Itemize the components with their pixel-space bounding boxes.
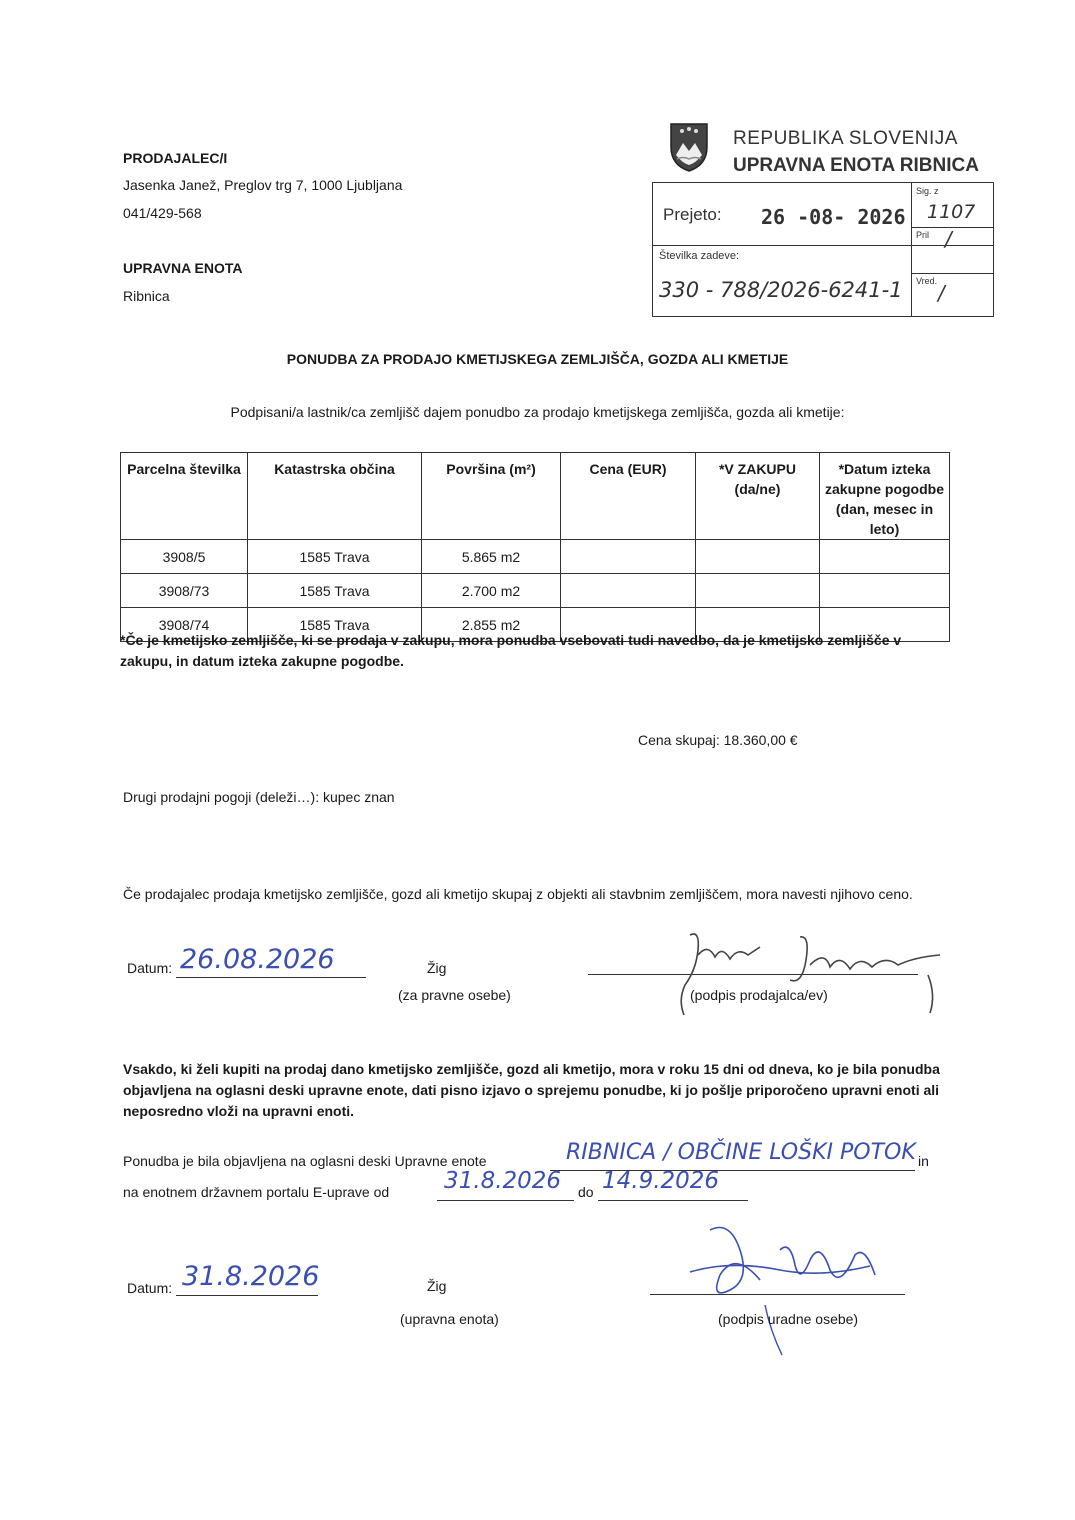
seller-stamp-label: Žig	[427, 960, 447, 976]
other-terms: Drugi prodajni pogoji (deleži…): kupec znan	[123, 789, 395, 805]
header-area: Površina (m²)	[422, 453, 561, 540]
header-price: Cena (EUR)	[561, 453, 696, 540]
received-label: Prejeto:	[663, 205, 722, 224]
publication-to-value: 14.9.2026	[602, 1168, 720, 1194]
seller-phone: 041/429-568	[123, 205, 202, 221]
cell-cadastral: 1585 Trava	[248, 540, 422, 574]
sig-label: Sig. z	[916, 186, 939, 196]
objects-note: Če prodajalec prodaja kmetijsko zemljišče, gozd ali kmetijo skupaj z objekti ali stavbnim zemljiščem, mora navesti njihovo ceno.	[123, 886, 913, 902]
seller-stamp-sub: (za pravne osebe)	[398, 987, 511, 1003]
seller-heading: PRODAJALEC/I	[123, 150, 228, 166]
table-row	[121, 540, 950, 574]
cell-cadastral: 1585 Trava	[248, 574, 422, 608]
vred-label: Vred.	[916, 276, 938, 286]
office-stamp-label: Žig	[427, 1278, 447, 1294]
document-title: PONUDBA ZA PRODAJO KMETIJSKEGA ZEMLJIŠČA, GOZDA ALI KMETIJE	[286, 351, 789, 367]
cell-area: 2.700 m2	[422, 574, 561, 608]
office-date-value: 31.8.2026	[182, 1261, 320, 1292]
cell-area: 2.855 m2	[422, 608, 561, 642]
publication-line1-end: in	[918, 1153, 929, 1169]
header-parcel: Parcelna številka	[121, 453, 248, 540]
header-cadastral: Katastrska občina	[248, 453, 422, 540]
pril-label: Pril	[916, 230, 929, 240]
cell-lease	[696, 574, 820, 608]
footnote: *Če je kmetijsko zemljišče, ki se prodaja v zakupu, mora ponudba vsebovati tudi navedbo, da je kmetijsko zemljišče v zakupu, in datum izteka zakupne pogodbe.	[120, 632, 902, 669]
header-lease-end: *Datum izteka zakupne pogodbe (dan, mesec in leto)	[820, 453, 950, 540]
cell-lease	[696, 540, 820, 574]
vred-value: /	[938, 281, 945, 305]
received-stamp	[652, 182, 994, 317]
total-price: Cena skupaj: 18.360,00 €	[638, 732, 798, 748]
cell-cadastral: 1585 Trava	[248, 608, 422, 642]
acceptance-notice: Vsakdo, ki želi kupiti na prodaj dano kmetijsko zemljišče, gozd ali kmetijo, mora v roku 15 dni od dneva, ko je bila ponudba objavljena na oglasni deski upravne enote, dati pisno izjavo o sprejemu ponudbe, ki jo pošlje priporočeno upravni enoti ali neposredno vloži na upravni enoti.	[123, 1061, 940, 1119]
cell-lease-end	[820, 574, 950, 608]
sig-value: 1107	[927, 201, 976, 223]
seller-address: Jasenka Janež, Preglov trg 7, 1000 Ljubljana	[123, 177, 403, 193]
cell-lease-end	[820, 540, 950, 574]
stamp-republic: REPUBLIKA SLOVENIJA	[733, 128, 958, 149]
office-signature	[670, 1210, 910, 1360]
office-date-label: Datum:	[127, 1280, 173, 1296]
publication-from-value: 31.8.2026	[444, 1168, 562, 1194]
table-row	[121, 574, 950, 608]
office-sign-label: (podpis uradne osebe)	[718, 1311, 859, 1327]
seller-date-label: Datum:	[127, 960, 173, 976]
cell-price	[561, 574, 696, 608]
publication-line1: Ponudba je bila objavljena na oglasni deski Upravne enote	[123, 1153, 487, 1169]
coat-of-arms-icon	[668, 121, 710, 173]
publication-line2: na enotnem državnem portalu E-uprave od	[123, 1184, 390, 1200]
seller-date-value: 26.08.2026	[180, 944, 335, 975]
received-date: 26 -08- 2026	[761, 205, 906, 229]
office-stamp-sub: (upravna enota)	[400, 1311, 499, 1327]
pril-value: /	[945, 227, 952, 251]
office-name: Ribnica	[123, 288, 170, 304]
header-lease: *V ZAKUPU (da/ne)	[696, 453, 820, 540]
case-number: 330 - 788/2026-6241-1	[659, 278, 903, 302]
cell-area: 5.865 m2	[422, 540, 561, 574]
case-label: Številka zadeve:	[659, 250, 740, 262]
seller-signature	[660, 925, 950, 1020]
stamp-office: UPRAVNA ENOTA RIBNICA	[733, 155, 979, 176]
intro-text: Podpisani/a lastnik/ca zemljišč dajem ponudbo za prodajo kmetijskega zemljišča, gozda ali kmetije:	[230, 404, 845, 420]
seller-sign-label: (podpis prodajalca/ev)	[690, 987, 828, 1003]
publication-line2-to: do	[578, 1184, 594, 1200]
cell-price	[561, 540, 696, 574]
cell-parcel: 3908/5	[121, 540, 248, 574]
parcel-table	[120, 452, 950, 642]
cell-parcel: 3908/74	[121, 608, 248, 642]
cell-parcel: 3908/73	[121, 574, 248, 608]
publication-office-value: RIBNICA / OBČINE LOŠKI POTOK	[566, 1140, 916, 1165]
office-heading: UPRAVNA ENOTA	[123, 260, 243, 276]
